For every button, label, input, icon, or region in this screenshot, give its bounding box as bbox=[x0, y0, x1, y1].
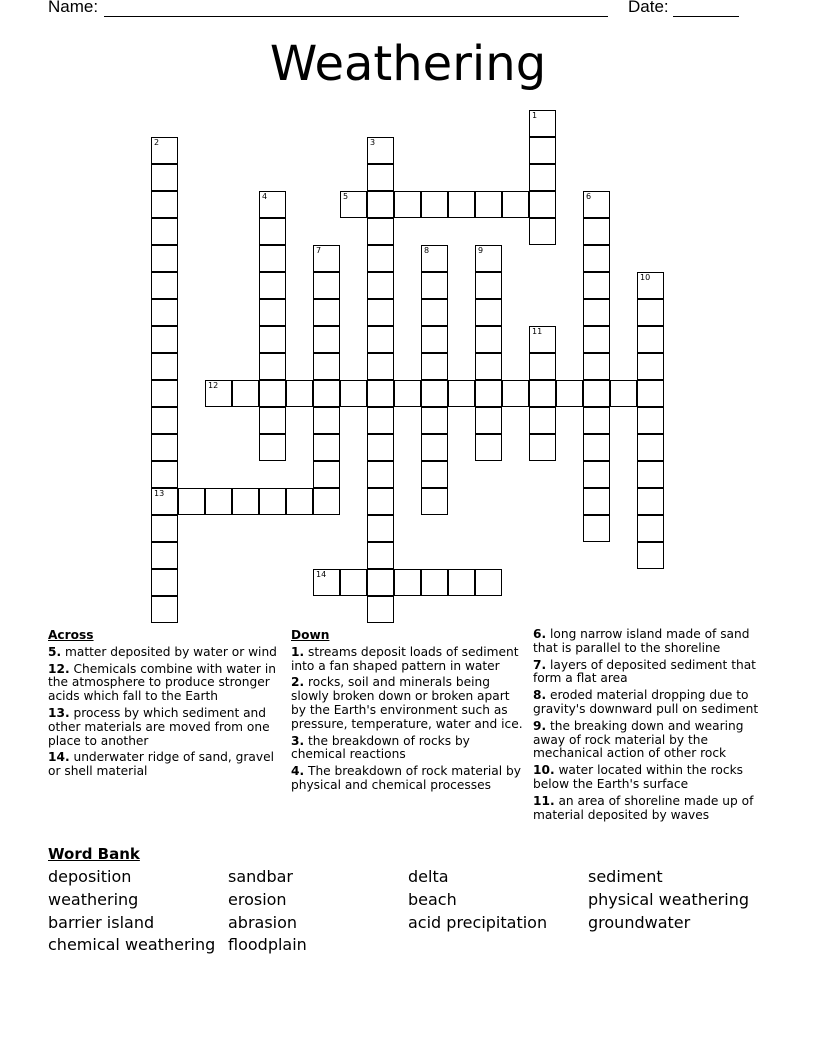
crossword-cell[interactable] bbox=[448, 191, 475, 218]
crossword-cell[interactable] bbox=[475, 326, 502, 353]
crossword-cell[interactable] bbox=[259, 326, 286, 353]
cell-number: 14 bbox=[316, 570, 327, 579]
clue-number: 6. bbox=[533, 627, 547, 641]
clue-across-14 bbox=[48, 751, 284, 779]
crossword-cell[interactable] bbox=[259, 407, 286, 434]
cell-number: 6 bbox=[586, 192, 592, 201]
clue-number: 7. bbox=[533, 657, 547, 672]
crossword-cell[interactable] bbox=[151, 245, 178, 272]
crossword-cell[interactable] bbox=[637, 488, 664, 515]
clue-number: 3. bbox=[291, 733, 305, 748]
crossword-cell[interactable] bbox=[583, 461, 610, 488]
crossword-cell[interactable] bbox=[421, 272, 448, 299]
crossword-cell[interactable] bbox=[637, 353, 664, 380]
word-bank-item: sandbar bbox=[228, 867, 293, 886]
cell-number: 11 bbox=[532, 327, 543, 336]
crossword-cell[interactable] bbox=[421, 569, 448, 596]
crossword-cell[interactable] bbox=[259, 434, 286, 461]
crossword-cell[interactable] bbox=[151, 191, 178, 218]
crossword-cell[interactable] bbox=[610, 380, 637, 407]
word-bank-item: beach bbox=[408, 890, 457, 909]
clue-down-9 bbox=[533, 720, 773, 761]
crossword-cell[interactable] bbox=[340, 191, 367, 218]
word-bank-item: physical weathering bbox=[588, 890, 749, 909]
crossword-cell[interactable] bbox=[421, 245, 448, 272]
crossword-cell[interactable] bbox=[475, 434, 502, 461]
crossword-cell[interactable] bbox=[259, 299, 286, 326]
crossword-cell[interactable] bbox=[313, 461, 340, 488]
word-bank-item: delta bbox=[408, 867, 449, 886]
crossword-cell[interactable] bbox=[313, 245, 340, 272]
crossword-cell[interactable] bbox=[259, 272, 286, 299]
clue-text: water located within the rocks below the Earth's surface bbox=[533, 763, 743, 791]
clue-number: 14. bbox=[48, 750, 70, 765]
crossword-cell[interactable] bbox=[421, 191, 448, 218]
crossword-cell[interactable] bbox=[151, 569, 178, 596]
crossword-cell[interactable] bbox=[313, 272, 340, 299]
crossword-cell[interactable] bbox=[259, 353, 286, 380]
clue-text: layers of deposited sediment that form a flat area bbox=[533, 657, 756, 686]
crossword-cell[interactable] bbox=[637, 380, 664, 407]
across-clues bbox=[48, 628, 284, 782]
cell-number: 3 bbox=[370, 138, 376, 147]
word-bank-item: acid precipitation bbox=[408, 913, 548, 932]
crossword-cell[interactable] bbox=[448, 380, 475, 407]
crossword-cell[interactable] bbox=[637, 434, 664, 461]
crossword-cell[interactable] bbox=[151, 461, 178, 488]
cell-number: 9 bbox=[478, 246, 484, 255]
clue-across-13 bbox=[48, 707, 284, 748]
crossword-cell[interactable] bbox=[151, 353, 178, 380]
crossword-cell[interactable] bbox=[151, 137, 178, 164]
clue-text: the breaking down and wearing away of rock material by the mechanical action of other rock bbox=[533, 718, 744, 761]
crossword-cell[interactable] bbox=[259, 218, 286, 245]
clue-down-11 bbox=[533, 795, 773, 823]
crossword-cell[interactable] bbox=[556, 380, 583, 407]
crossword-cell[interactable] bbox=[367, 299, 394, 326]
word-bank-title: Word Bank bbox=[48, 845, 140, 863]
crossword-cell[interactable] bbox=[151, 407, 178, 434]
clue-text: eroded material dropping due to gravity's downward pull on sediment bbox=[533, 688, 759, 716]
crossword-cell[interactable] bbox=[313, 407, 340, 434]
word-bank-item: deposition bbox=[48, 867, 132, 886]
clue-text: rocks, soil and minerals being slowly broken down or broken apart by the Earth's environment such as pressure, temperature, water and ice. bbox=[291, 675, 523, 731]
crossword-cell[interactable] bbox=[313, 488, 340, 515]
crossword-cell[interactable] bbox=[637, 407, 664, 434]
down-clues bbox=[291, 628, 527, 796]
crossword-cell[interactable] bbox=[637, 326, 664, 353]
crossword-cell[interactable] bbox=[421, 380, 448, 407]
across-heading: Across bbox=[48, 628, 94, 642]
crossword-cell[interactable] bbox=[313, 299, 340, 326]
crossword-cell[interactable] bbox=[286, 488, 313, 515]
crossword-cell[interactable] bbox=[367, 380, 394, 407]
crossword-cell[interactable] bbox=[529, 380, 556, 407]
word-bank-item: weathering bbox=[48, 890, 139, 909]
crossword-cell[interactable] bbox=[367, 461, 394, 488]
crossword-cell[interactable] bbox=[448, 569, 475, 596]
crossword-cell[interactable] bbox=[232, 488, 259, 515]
crossword-cell[interactable] bbox=[583, 515, 610, 542]
crossword-cell[interactable] bbox=[178, 488, 205, 515]
clue-number: 12. bbox=[48, 661, 70, 676]
cell-number: 4 bbox=[262, 192, 268, 201]
crossword-cell[interactable] bbox=[583, 218, 610, 245]
crossword-cell[interactable] bbox=[529, 137, 556, 164]
crossword-cell[interactable] bbox=[259, 245, 286, 272]
clue-text: streams deposit loads of sediment into a fan shaped pattern in water bbox=[291, 644, 519, 673]
crossword-cell[interactable] bbox=[421, 299, 448, 326]
crossword-cell[interactable] bbox=[151, 380, 178, 407]
crossword-cell[interactable] bbox=[313, 569, 340, 596]
crossword-cell[interactable] bbox=[151, 596, 178, 623]
crossword-cell[interactable] bbox=[313, 434, 340, 461]
clue-number: 9. bbox=[533, 718, 547, 733]
crossword-cell[interactable] bbox=[583, 407, 610, 434]
date-label: Date: bbox=[628, 0, 669, 16]
crossword-cell[interactable] bbox=[367, 353, 394, 380]
clue-number: 4. bbox=[291, 764, 305, 779]
crossword-cell[interactable] bbox=[421, 434, 448, 461]
crossword-cell[interactable] bbox=[529, 218, 556, 245]
clue-down-1 bbox=[291, 646, 527, 674]
crossword-cell[interactable] bbox=[475, 191, 502, 218]
crossword-cell[interactable] bbox=[637, 542, 664, 569]
word-bank-item: abrasion bbox=[228, 913, 298, 932]
crossword-cell[interactable] bbox=[151, 434, 178, 461]
crossword-cell[interactable] bbox=[475, 353, 502, 380]
crossword-cell[interactable] bbox=[313, 353, 340, 380]
crossword-cell[interactable] bbox=[367, 137, 394, 164]
crossword-cell[interactable] bbox=[259, 191, 286, 218]
crossword-cell[interactable] bbox=[637, 461, 664, 488]
crossword-cell[interactable] bbox=[475, 299, 502, 326]
crossword-cell[interactable] bbox=[151, 299, 178, 326]
crossword-cell[interactable] bbox=[421, 326, 448, 353]
down-heading: Down bbox=[291, 628, 330, 642]
crossword-cell[interactable] bbox=[151, 272, 178, 299]
clue-down-3 bbox=[291, 735, 527, 763]
crossword-cell[interactable] bbox=[367, 272, 394, 299]
cell-number: 8 bbox=[424, 246, 430, 255]
crossword-cell[interactable] bbox=[367, 596, 394, 623]
word-bank-item: chemical weathering bbox=[48, 935, 216, 954]
crossword-cell[interactable] bbox=[394, 191, 421, 218]
word-bank-item: floodplain bbox=[228, 935, 307, 954]
crossword-cell[interactable] bbox=[367, 542, 394, 569]
clue-across-5 bbox=[48, 646, 284, 660]
crossword-cell[interactable] bbox=[529, 164, 556, 191]
crossword-cell[interactable] bbox=[151, 218, 178, 245]
clue-down-6 bbox=[533, 628, 773, 656]
cell-number: 10 bbox=[640, 273, 651, 282]
clue-number: 11. bbox=[533, 793, 555, 808]
crossword-cell[interactable] bbox=[529, 191, 556, 218]
crossword-cell[interactable] bbox=[637, 272, 664, 299]
word-bank-item: barrier island bbox=[48, 913, 155, 932]
crossword-cell[interactable] bbox=[502, 380, 529, 407]
clue-down-8 bbox=[533, 689, 773, 717]
crossword-cell[interactable] bbox=[367, 245, 394, 272]
crossword-cell[interactable] bbox=[637, 515, 664, 542]
clue-text: The breakdown of rock material by physical and chemical processes bbox=[291, 764, 521, 792]
crossword-cell[interactable] bbox=[529, 353, 556, 380]
crossword-cell[interactable] bbox=[367, 191, 394, 218]
clue-number: 10. bbox=[533, 763, 555, 778]
clue-number: 5. bbox=[48, 644, 62, 659]
crossword-cell[interactable] bbox=[205, 380, 232, 407]
crossword-cell[interactable] bbox=[583, 488, 610, 515]
crossword-cell[interactable] bbox=[583, 299, 610, 326]
clue-text: underwater ridge of sand, gravel or shell material bbox=[48, 750, 274, 779]
crossword-cell[interactable] bbox=[529, 110, 556, 137]
crossword-cell[interactable] bbox=[367, 569, 394, 596]
cell-number: 12 bbox=[208, 381, 219, 390]
crossword-cell[interactable] bbox=[367, 488, 394, 515]
crossword-cell[interactable] bbox=[367, 218, 394, 245]
cell-number: 7 bbox=[316, 246, 322, 255]
page-title: Weathering bbox=[269, 36, 547, 92]
crossword-cell[interactable] bbox=[259, 488, 286, 515]
crossword-cell[interactable] bbox=[151, 488, 178, 515]
clue-number: 13. bbox=[48, 705, 70, 720]
crossword-cell[interactable] bbox=[583, 245, 610, 272]
cell-number: 13 bbox=[154, 489, 165, 498]
crossword-cell[interactable] bbox=[583, 326, 610, 353]
crossword-cell[interactable] bbox=[583, 272, 610, 299]
crossword-cell[interactable] bbox=[394, 569, 421, 596]
crossword-cell[interactable] bbox=[583, 434, 610, 461]
word-bank-item: erosion bbox=[228, 890, 287, 909]
clue-number: 1. bbox=[291, 644, 305, 659]
crossword-cell[interactable] bbox=[151, 515, 178, 542]
crossword-cell[interactable] bbox=[529, 434, 556, 461]
crossword-cell[interactable] bbox=[313, 380, 340, 407]
crossword-cell[interactable] bbox=[583, 380, 610, 407]
crossword-cell[interactable] bbox=[583, 353, 610, 380]
word-bank-item: sediment bbox=[588, 867, 663, 886]
crossword-cell[interactable] bbox=[583, 191, 610, 218]
clue-text: process by which sediment and other materials are moved from one place to another bbox=[48, 705, 270, 748]
crossword-cell[interactable] bbox=[394, 380, 421, 407]
crossword-cell[interactable] bbox=[475, 245, 502, 272]
crossword-cell[interactable] bbox=[475, 407, 502, 434]
crossword-cell[interactable] bbox=[367, 326, 394, 353]
crossword-cell[interactable] bbox=[421, 461, 448, 488]
clue-down-7 bbox=[533, 659, 773, 687]
crossword-cell[interactable] bbox=[151, 164, 178, 191]
crossword-cell[interactable] bbox=[286, 380, 313, 407]
crossword-cell[interactable] bbox=[475, 380, 502, 407]
crossword-cell[interactable] bbox=[529, 407, 556, 434]
crossword-cell[interactable] bbox=[637, 299, 664, 326]
clue-across-12 bbox=[48, 663, 284, 704]
crossword-cell[interactable] bbox=[151, 326, 178, 353]
crossword-cell[interactable] bbox=[421, 353, 448, 380]
crossword-cell[interactable] bbox=[421, 407, 448, 434]
crossword-cell[interactable] bbox=[340, 380, 367, 407]
clue-number: 8. bbox=[533, 688, 547, 703]
crossword-cell[interactable] bbox=[367, 434, 394, 461]
clue-down-10 bbox=[533, 764, 773, 792]
crossword-cell[interactable] bbox=[421, 488, 448, 515]
clue-text: an area of shoreline made up of material deposited by waves bbox=[533, 793, 754, 822]
clue-text: matter deposited by water or wind bbox=[65, 644, 277, 659]
cell-number: 1 bbox=[532, 111, 538, 120]
crossword-cell[interactable] bbox=[340, 569, 367, 596]
crossword-cell[interactable] bbox=[502, 191, 529, 218]
clue-text: long narrow island made of sand that is parallel to the shoreline bbox=[533, 627, 750, 655]
clue-down-4 bbox=[291, 765, 527, 793]
word-bank-item: groundwater bbox=[588, 913, 691, 932]
cell-number: 2 bbox=[154, 138, 160, 147]
down-clues-continued bbox=[533, 628, 773, 825]
clue-down-2 bbox=[291, 676, 527, 731]
name-label: Name: bbox=[48, 0, 99, 16]
crossword-cell[interactable] bbox=[475, 569, 502, 596]
cell-number: 5 bbox=[343, 192, 349, 201]
crossword-cell[interactable] bbox=[367, 515, 394, 542]
crossword-cell[interactable] bbox=[529, 326, 556, 353]
crossword-cell[interactable] bbox=[259, 380, 286, 407]
clue-text: Chemicals combine with water in the atmosphere to produce stronger acids which fall to the Earth bbox=[48, 661, 276, 704]
crossword-cell[interactable] bbox=[475, 272, 502, 299]
crossword-cell[interactable] bbox=[313, 326, 340, 353]
clue-number: 2. bbox=[291, 675, 305, 690]
crossword-cell[interactable] bbox=[232, 380, 259, 407]
crossword-cell[interactable] bbox=[151, 542, 178, 569]
crossword-cell[interactable] bbox=[367, 164, 394, 191]
crossword-cell[interactable] bbox=[367, 407, 394, 434]
clue-text: the breakdown of rocks by chemical reactions bbox=[291, 733, 470, 762]
crossword-cell[interactable] bbox=[205, 488, 232, 515]
